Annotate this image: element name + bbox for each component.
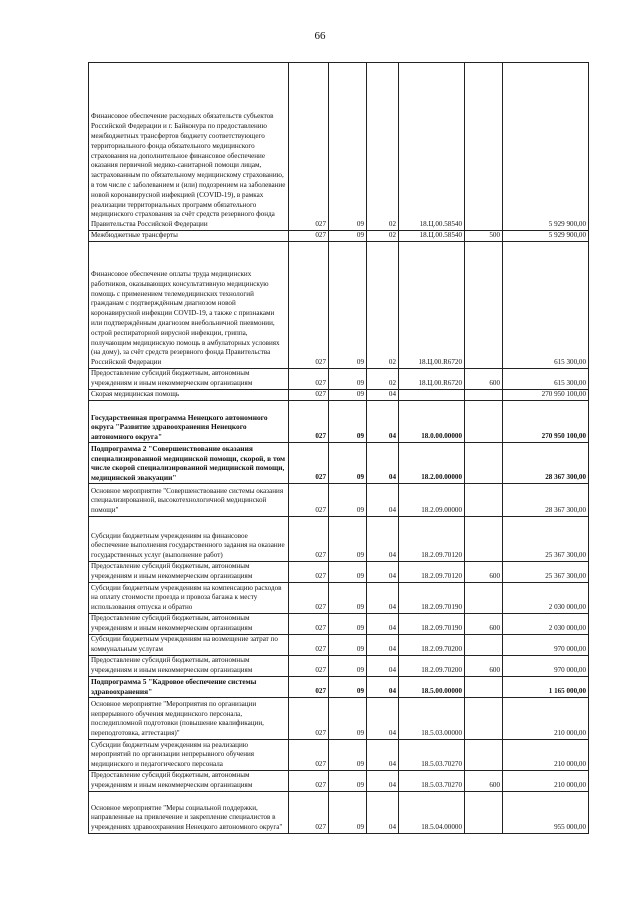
section-code-cell: 09 xyxy=(329,517,367,562)
ministry-code-cell: 027 xyxy=(289,484,329,517)
ministry-code-cell: 027 xyxy=(289,771,329,792)
expense-type-cell xyxy=(465,677,503,698)
expense-name-cell: Государственная программа Ненецкого автономного округа "Развитие здравоохранения Ненецкого автономного округа" xyxy=(89,401,289,443)
amount-cell: 28 367 300,00 xyxy=(503,484,589,517)
section-code-cell: 09 xyxy=(329,698,367,740)
ministry-code-cell: 027 xyxy=(289,231,329,242)
ministry-code-cell: 027 xyxy=(289,583,329,614)
expense-name-cell: Субсидии бюджетным учреждениям на реализацию мероприятий по организации непрерывного обучения медицинского и педагогического персонала xyxy=(89,740,289,771)
section-code-cell: 09 xyxy=(329,562,367,583)
subsection-code-cell: 04 xyxy=(367,583,399,614)
expense-type-cell xyxy=(465,698,503,740)
ministry-code-cell: 027 xyxy=(289,63,329,231)
amount-cell: 210 000,00 xyxy=(503,698,589,740)
expense-name-cell: Предоставление субсидий бюджетным, автономным учреждениям и иным некоммерческим организациям xyxy=(89,369,289,390)
table-row xyxy=(89,63,589,231)
expense-type-cell xyxy=(465,517,503,562)
ministry-code-cell: 027 xyxy=(289,390,329,401)
amount-cell: 270 950 100,00 xyxy=(503,390,589,401)
section-code-cell: 09 xyxy=(329,656,367,677)
target-article-cell: 18.2.09.70190 xyxy=(399,614,465,635)
section-code-cell: 09 xyxy=(329,635,367,656)
expense-name-cell: Основное мероприятие "Меры социальной поддержки, направленные на привлечение и закрепление специалистов в учреждениях здравоохранения Ненецкого автономного округа" xyxy=(89,792,289,834)
subsection-code-cell: 04 xyxy=(367,677,399,698)
target-article-cell: 18.5.03.00000 xyxy=(399,698,465,740)
expense-name-cell: Предоставление субсидий бюджетным, автономным учреждениям и иным некоммерческим организациям xyxy=(89,562,289,583)
page-number: 66 xyxy=(314,30,326,42)
target-article-cell xyxy=(399,390,465,401)
expense-type-cell xyxy=(465,484,503,517)
ministry-code-cell: 027 xyxy=(289,698,329,740)
budget-table xyxy=(88,62,589,834)
expense-name-cell: Подпрограмма 5 "Кадровое обеспечение системы здравоохранения" xyxy=(89,677,289,698)
subsection-code-cell: 04 xyxy=(367,443,399,484)
expense-type-cell xyxy=(465,401,503,443)
section-code-cell: 09 xyxy=(329,231,367,242)
target-article-cell: 18.5.03.70270 xyxy=(399,740,465,771)
subsection-code-cell: 04 xyxy=(367,562,399,583)
amount-cell: 210 000,00 xyxy=(503,771,589,792)
table-row xyxy=(89,792,589,834)
table-row xyxy=(89,443,589,484)
table-row xyxy=(89,484,589,517)
target-article-cell: 18.0.00.00000 xyxy=(399,401,465,443)
amount-cell: 270 950 100,00 xyxy=(503,401,589,443)
ministry-code-cell: 027 xyxy=(289,677,329,698)
subsection-code-cell: 04 xyxy=(367,635,399,656)
expense-type-cell xyxy=(465,63,503,231)
target-article-cell: 18.Ц.00.R6720 xyxy=(399,369,465,390)
amount-cell: 28 367 300,00 xyxy=(503,443,589,484)
expense-name-cell: Финансовое обеспечение расходных обязательств субъектов Российской Федерации и г. Байконура по предоставлению межбюджетных трансфертов бюджету соответствующего территориального фонда обязательного медицинского страхования на дополнительное финансовое обеспечение оказания первичной медико-санитарной помощи лицам, застрахованным по обязательному медицинскому страхованию, в том числе с заболеванием и (или) подозрением на заболевание новой коронавирусной инфекцией (COVID-19), в рамках реализации территориальных программ обязательного медицинского страхования за счёт средств резервного фонда Правительства Российской Федерации xyxy=(89,63,289,231)
table-row xyxy=(89,517,589,562)
amount-cell: 615 300,00 xyxy=(503,369,589,390)
section-code-cell: 09 xyxy=(329,369,367,390)
expense-type-cell xyxy=(465,792,503,834)
table-row xyxy=(89,771,589,792)
target-article-cell: 18.Ц.00.58540 xyxy=(399,63,465,231)
ministry-code-cell: 027 xyxy=(289,656,329,677)
expense-type-cell xyxy=(465,740,503,771)
target-article-cell: 18.2.09.00000 xyxy=(399,484,465,517)
amount-cell: 5 929 900,00 xyxy=(503,231,589,242)
amount-cell: 25 367 300,00 xyxy=(503,562,589,583)
expense-type-cell: 600 xyxy=(465,369,503,390)
table-row xyxy=(89,231,589,242)
expense-name-cell: Предоставление субсидий бюджетным, автономным учреждениям и иным некоммерческим организациям xyxy=(89,614,289,635)
section-code-cell: 09 xyxy=(329,443,367,484)
table-row xyxy=(89,614,589,635)
expense-type-cell xyxy=(465,390,503,401)
table-row xyxy=(89,656,589,677)
target-article-cell: 18.Ц.00.R6720 xyxy=(399,242,465,369)
expense-name-cell: Субсидии бюджетным учреждениям на компенсацию расходов на оплату стоимости проезда и провоза багажа к месту использования отпуска и обратно xyxy=(89,583,289,614)
subsection-code-cell: 04 xyxy=(367,390,399,401)
amount-cell: 955 000,00 xyxy=(503,792,589,834)
amount-cell: 2 030 000,00 xyxy=(503,583,589,614)
subsection-code-cell: 04 xyxy=(367,792,399,834)
expense-name-cell: Субсидии бюджетным учреждениям на возмещение затрат по коммунальным услугам xyxy=(89,635,289,656)
section-code-cell: 09 xyxy=(329,792,367,834)
expense-name-cell: Основное мероприятие "Мероприятия по организации непрерывного обучения медицинского персонала, последипломной подготовки (повышение квалификации, переподготовка, аттестация)" xyxy=(89,698,289,740)
expense-type-cell: 500 xyxy=(465,231,503,242)
expense-type-cell: 600 xyxy=(465,614,503,635)
subsection-code-cell: 02 xyxy=(367,242,399,369)
subsection-code-cell: 04 xyxy=(367,484,399,517)
amount-cell: 615 300,00 xyxy=(503,242,589,369)
table-row xyxy=(89,740,589,771)
target-article-cell: 18.5.04.00000 xyxy=(399,792,465,834)
table-row xyxy=(89,698,589,740)
ministry-code-cell: 027 xyxy=(289,443,329,484)
expense-type-cell: 600 xyxy=(465,656,503,677)
expense-name-cell: Основное мероприятие "Совершенствование системы оказания специализированной, высокотехнологичной медицинской помощи" xyxy=(89,484,289,517)
target-article-cell: 18.2.09.70190 xyxy=(399,583,465,614)
ministry-code-cell: 027 xyxy=(289,562,329,583)
target-article-cell: 18.2.09.70120 xyxy=(399,562,465,583)
expense-type-cell xyxy=(465,583,503,614)
expense-name-cell: Финансовое обеспечение оплаты труда медицинских работников, оказывающих консультативную медицинскую помощь с применением телемедицинских технологий гражданам с подтверждённым диагнозом новой коронавирусной инфекции COVID-19, а также с признаками или подтверждённым диагнозом внебольничной пневмонии, острой респираторной вирусной инфекции, гриппа, получающим медицинскую помощь в амбулаторных условиях (на дому), за счёт средств резервного фонда Правительства Российской Федерации xyxy=(89,242,289,369)
ministry-code-cell: 027 xyxy=(289,740,329,771)
section-code-cell: 09 xyxy=(329,401,367,443)
target-article-cell: 18.5.00.00000 xyxy=(399,677,465,698)
expense-name-cell: Межбюджетные трансферты xyxy=(89,231,289,242)
expense-type-cell xyxy=(465,443,503,484)
expense-name-cell: Скорая медицинская помощь xyxy=(89,390,289,401)
table-row xyxy=(89,242,589,369)
amount-cell: 1 165 000,00 xyxy=(503,677,589,698)
target-article-cell: 18.Ц.00.58540 xyxy=(399,231,465,242)
section-code-cell: 09 xyxy=(329,484,367,517)
target-article-cell: 18.2.09.70120 xyxy=(399,517,465,562)
amount-cell: 5 929 900,00 xyxy=(503,63,589,231)
subsection-code-cell: 04 xyxy=(367,517,399,562)
amount-cell: 25 367 300,00 xyxy=(503,517,589,562)
table-row xyxy=(89,583,589,614)
subsection-code-cell: 04 xyxy=(367,740,399,771)
ministry-code-cell: 027 xyxy=(289,401,329,443)
section-code-cell: 09 xyxy=(329,771,367,792)
amount-cell: 2 030 000,00 xyxy=(503,614,589,635)
table-row xyxy=(89,369,589,390)
amount-cell: 970 000,00 xyxy=(503,656,589,677)
table-row xyxy=(89,635,589,656)
ministry-code-cell: 027 xyxy=(289,242,329,369)
expense-type-cell: 600 xyxy=(465,562,503,583)
section-code-cell: 09 xyxy=(329,390,367,401)
section-code-cell: 09 xyxy=(329,614,367,635)
table-row xyxy=(89,401,589,443)
expense-type-cell xyxy=(465,635,503,656)
ministry-code-cell: 027 xyxy=(289,635,329,656)
table-row xyxy=(89,562,589,583)
section-code-cell: 09 xyxy=(329,677,367,698)
section-code-cell: 09 xyxy=(329,583,367,614)
target-article-cell: 18.2.09.70200 xyxy=(399,656,465,677)
section-code-cell: 09 xyxy=(329,63,367,231)
section-code-cell: 09 xyxy=(329,740,367,771)
subsection-code-cell: 02 xyxy=(367,63,399,231)
subsection-code-cell: 02 xyxy=(367,369,399,390)
expense-type-cell: 600 xyxy=(465,771,503,792)
section-code-cell: 09 xyxy=(329,242,367,369)
ministry-code-cell: 027 xyxy=(289,614,329,635)
target-article-cell: 18.2.09.70200 xyxy=(399,635,465,656)
subsection-code-cell: 04 xyxy=(367,771,399,792)
ministry-code-cell: 027 xyxy=(289,369,329,390)
target-article-cell: 18.5.03.70270 xyxy=(399,771,465,792)
expense-name-cell: Предоставление субсидий бюджетным, автономным учреждениям и иным некоммерческим организациям xyxy=(89,656,289,677)
table-row xyxy=(89,677,589,698)
table-row xyxy=(89,390,589,401)
subsection-code-cell: 04 xyxy=(367,698,399,740)
expense-type-cell xyxy=(465,242,503,369)
subsection-code-cell: 04 xyxy=(367,656,399,677)
expense-name-cell: Подпрограмма 2 "Совершенствование оказания специализированной медицинской помощи, скорой, в том числе скорой специализированной медицинской помощи, медицинской эвакуации" xyxy=(89,443,289,484)
target-article-cell: 18.2.00.00000 xyxy=(399,443,465,484)
ministry-code-cell: 027 xyxy=(289,517,329,562)
ministry-code-cell: 027 xyxy=(289,792,329,834)
amount-cell: 970 000,00 xyxy=(503,635,589,656)
expense-name-cell: Предоставление субсидий бюджетным, автономным учреждениям и иным некоммерческим организациям xyxy=(89,771,289,792)
table-body xyxy=(89,63,589,834)
subsection-code-cell: 04 xyxy=(367,401,399,443)
expense-name-cell: Субсидии бюджетным учреждениям на финансовое обеспечение выполнения государственного задания на оказание государственных услуг (выполнение работ) xyxy=(89,517,289,562)
subsection-code-cell: 02 xyxy=(367,231,399,242)
amount-cell: 210 000,00 xyxy=(503,740,589,771)
subsection-code-cell: 04 xyxy=(367,614,399,635)
